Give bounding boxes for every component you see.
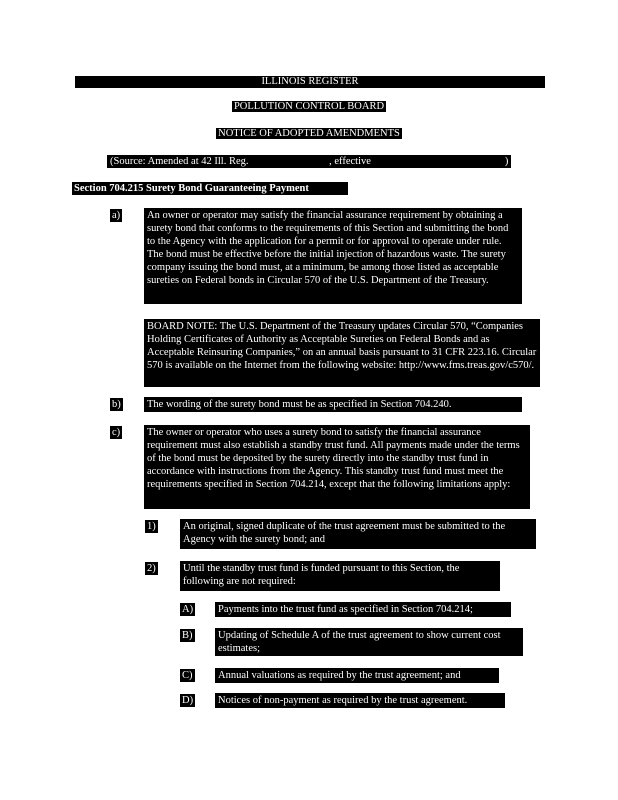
item-a-label: a) [112, 210, 121, 221]
item-c-text: The owner or operator who uses a surety bond to satisfy the financial assurance requirement must also establish a standby trust fund. All payments made under the terms of the bond must be deposited by the surety directly into the standby trust fund in accordance with instructions from the Agency. This standby trust fund must meet the requirements specified in Section 704.214, except that the following limitations apply: [144, 425, 530, 509]
register-title-text: ILLINOIS REGISTER [261, 76, 359, 87]
section-title: Section 704.215 Surety Bond Guaranteeing Payment [72, 182, 348, 195]
item-C-label: C) [182, 670, 193, 681]
source-close-text: ) [504, 156, 509, 167]
item-A-label: A) [182, 604, 194, 615]
notice-title [0, 128, 618, 140]
item-D-text: Notices of non-payment as required by the trust agreement. [215, 693, 505, 708]
item-c2-label: 2) [147, 563, 156, 574]
board-note: BOARD NOTE: The U.S. Department of the Treasury updates Circular 570, “Companies Holding Certificates of Authority as Acceptable Sureties on Federal Bonds and as Acceptable Reinsuring Companies,” on an annual basis pursuant to 31 CFR 223.16. Circular 570 is available on the Internet from the following website: http://www.fms.treas.gov/c570/. [144, 319, 540, 387]
item-c2-text: Until the standby trust fund is funded pursuant to this Section, the following are not required: [180, 561, 500, 591]
agency-title-text: POLLUTION CONTROL BOARD [233, 101, 385, 112]
item-B-text: Updating of Schedule A of the trust agreement to show current cost estimates; [215, 628, 523, 656]
notice-title-text: NOTICE OF ADOPTED AMENDMENTS [218, 128, 400, 139]
item-b-text: The wording of the surety bond must be as specified in Section 704.240. [144, 397, 522, 412]
item-B-label: B) [182, 630, 193, 641]
source-effective-text: , effective [329, 156, 371, 167]
item-C-text: Annual valuations as required by the trust agreement; and [215, 668, 499, 683]
item-c-label: c) [112, 427, 121, 438]
item-b-label: b) [112, 399, 121, 410]
register-title [75, 76, 545, 88]
item-c1-text: An original, signed duplicate of the trust agreement must be submitted to the Agency with the surety bond; and [180, 519, 536, 549]
source-text: (Source: Amended at 42 Ill. Reg. [110, 156, 252, 167]
item-a-text: An owner or operator may satisfy the financial assurance requirement by obtaining a surety bond that conforms to the requirements of this Section and submitting the bond to the Agency with the application for a permit or for approval to operate under rule. The bond must be effective before the initial injection of hazardous waste. The surety company issuing the bond must, at a minimum, be among those listed as acceptable sureties on Federal bonds in Circular 570 of the U.S. Department of the Treasury. [144, 208, 522, 304]
item-c1-label: 1) [147, 521, 156, 532]
item-D-label: D) [182, 695, 194, 706]
source-line [107, 155, 511, 168]
agency-title [0, 101, 618, 113]
item-A-text: Payments into the trust fund as specified in Section 704.214; [215, 602, 511, 617]
